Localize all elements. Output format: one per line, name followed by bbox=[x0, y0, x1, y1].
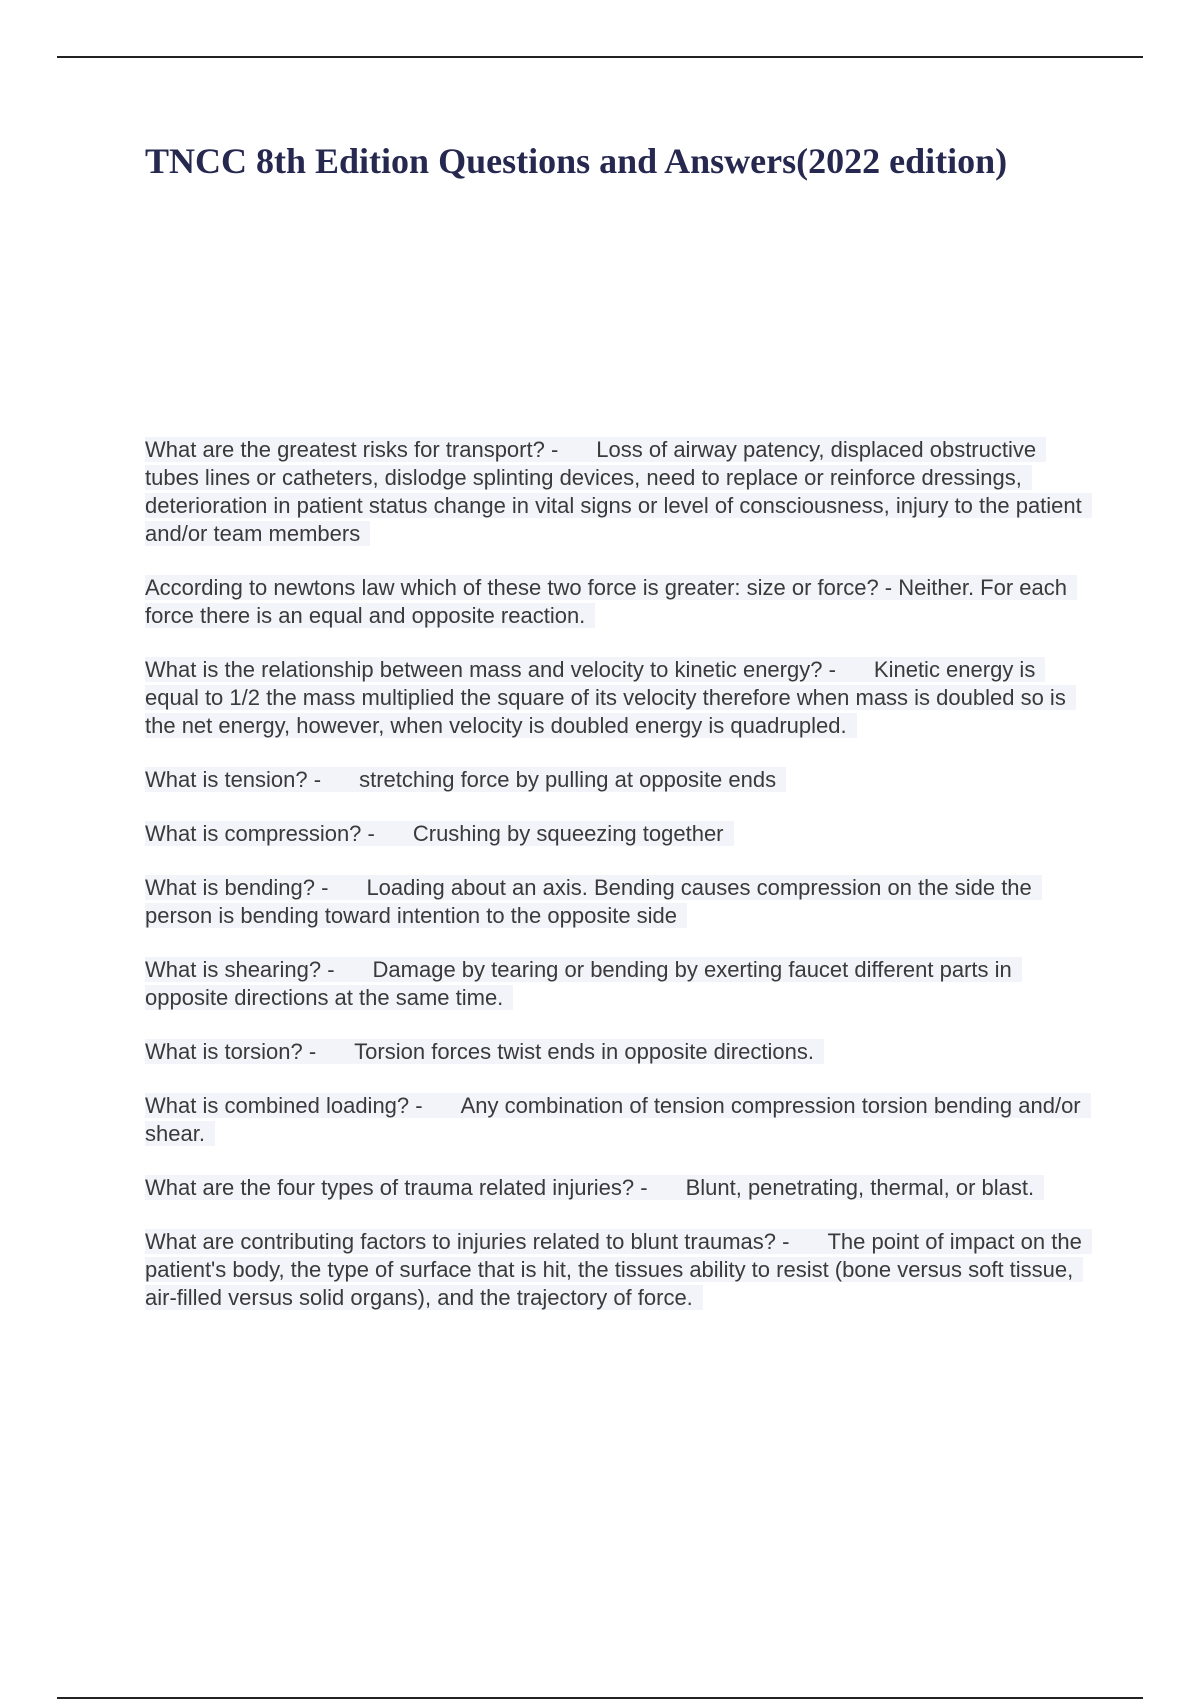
answer-text: Torsion forces twist ends in opposite directions. bbox=[354, 1039, 814, 1064]
question-text: What is combined loading? - bbox=[145, 1093, 423, 1118]
answer-text: Damage by tearing or bending by exerting faucet different parts in opposite directions at the same time. bbox=[145, 957, 1012, 1010]
header-rule bbox=[57, 56, 1143, 58]
qa-item bbox=[145, 656, 1085, 740]
question-text: What is compression? - bbox=[145, 821, 375, 846]
question-text: What is bending? - bbox=[145, 875, 329, 900]
qa-item bbox=[145, 820, 1085, 848]
question-text: What is tension? - bbox=[145, 767, 322, 792]
question-text: What is shearing? - bbox=[145, 957, 335, 982]
question-text: What are the greatest risks for transport? - bbox=[145, 437, 559, 462]
question-text: What are contributing factors to injuries related to blunt traumas? - bbox=[145, 1229, 790, 1254]
qa-item bbox=[145, 956, 1085, 1012]
qa-item bbox=[145, 1092, 1085, 1148]
qa-list bbox=[145, 436, 1085, 1338]
qa-item bbox=[145, 766, 1085, 794]
answer-text: Kinetic energy is equal to 1/2 the mass multiplied the square of its velocity therefore when mass is doubled so is the net energy, however, when velocity is doubled energy is quadrupled. bbox=[145, 657, 1066, 738]
document-title: TNCC 8th Edition Questions and Answers(2022 edition) bbox=[145, 141, 1008, 181]
question-text: What are the four types of trauma related injuries? - bbox=[145, 1175, 648, 1200]
answer-text: Blunt, penetrating, thermal, or blast. bbox=[685, 1175, 1035, 1200]
answer-text: Loss of airway patency, displaced obstructive tubes lines or catheters, dislodge splinting devices, need to replace or reinforce dressings, deterioration in patient status change in vital signs or level of consciousness, injury to the patient and/or team members bbox=[145, 437, 1082, 546]
question-text: According to newtons law which of these two force is greater: size or force? - bbox=[145, 575, 893, 600]
question-text: What is torsion? - bbox=[145, 1039, 317, 1064]
qa-item bbox=[145, 1174, 1085, 1202]
answer-text: Any combination of tension compression torsion bending and/or shear. bbox=[145, 1093, 1081, 1146]
qa-item bbox=[145, 1228, 1085, 1312]
answer-text: Neither. For each force there is an equal and opposite reaction. bbox=[145, 575, 1067, 628]
answer-text: stretching force by pulling at opposite ends bbox=[359, 767, 777, 792]
qa-item bbox=[145, 574, 1085, 630]
qa-item bbox=[145, 1038, 1085, 1066]
qa-item bbox=[145, 874, 1085, 930]
answer-text: Loading about an axis. Bending causes compression on the side the person is bending toward intention to the opposite side bbox=[145, 875, 1032, 928]
question-text: What is the relationship between mass and velocity to kinetic energy? - bbox=[145, 657, 836, 682]
qa-item bbox=[145, 436, 1085, 548]
answer-text: The point of impact on the patient's body, the type of surface that is hit, the tissues ability to resist (bone versus soft tissue, air-filled versus solid organs), and the trajectory of force. bbox=[145, 1229, 1082, 1310]
answer-text: Crushing by squeezing together bbox=[412, 821, 724, 846]
footer-rule bbox=[57, 1697, 1143, 1699]
